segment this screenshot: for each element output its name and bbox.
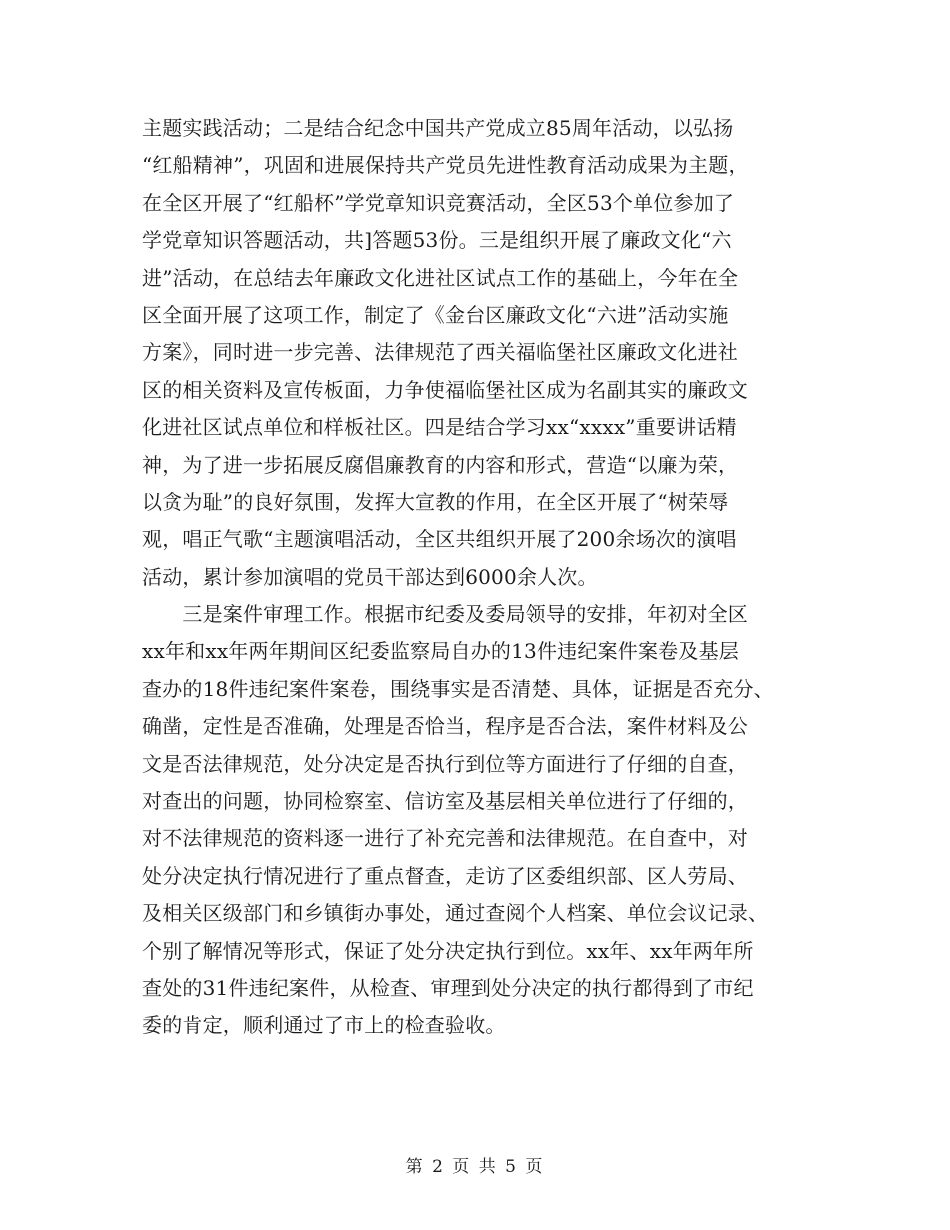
text-line: 方案》，同时进一步完善、法律规范了西关福临堡社区廉政文化进社 xyxy=(142,340,738,365)
text-line: 个别了解情况等形式，保证了处分决定执行到位。xx年、xx年两年所 xyxy=(142,938,754,963)
document-body xyxy=(142,110,832,1045)
page-number-footer: 第 2 页 共 5 页 xyxy=(405,1157,545,1177)
text-line: 对不法律规范的资料逐一进行了补充完善和法律规范。在自查中，对 xyxy=(142,826,748,851)
text-line: 进”活动，在总结去年廉政文化进社区试点工作的基础上，今年在全 xyxy=(142,265,739,290)
text-line: 在全区开展了“红船杯”学党章知识竞赛活动，全区53个单位参加了 xyxy=(142,190,735,215)
text-line: 化进社区试点单位和样板社区。四是结合学习xx“xxxx”重要讲话精 xyxy=(142,415,737,440)
text-line: 委的肯定，顺利通过了市上的检查验收。 xyxy=(142,1013,506,1038)
text-line: 三是案件审理工作。根据市纪委及委局领导的安排，年初对全区 xyxy=(142,602,748,627)
text-line: 学党章知识答题活动，共]答题53份。三是组织开展了廉政文化“六 xyxy=(142,228,732,253)
text-line: “红船精神”，巩固和进展保持共产党员先进性教育活动成果为主题， xyxy=(142,153,749,178)
text-line: 对查出的问题，协同检察室、信访室及基层相关单位进行了仔细的， xyxy=(142,789,748,814)
text-line: 区全面开展了这项工作，制定了《金台区廉政文化“六进”活动实施 xyxy=(142,302,729,327)
text-line: 文是否法律规范，处分决定是否执行到位等方面进行了仔细的自查， xyxy=(142,751,748,776)
text-line: 及相关区级部门和乡镇街办事处，通过查阅个人档案、单位会议记录、 xyxy=(142,901,769,926)
text-line: 活动，累计参加演唱的党员干部达到6000余人次。 xyxy=(142,564,598,589)
text-line: 查办的18件违纪案件案卷，围绕事实是否清楚、具体，证据是否充分、 xyxy=(142,676,774,701)
text-line: 查处的31件违纪案件，从检查、审理到处分决定的执行都得到了市纪 xyxy=(142,975,754,1000)
text-line: xx年和xx年两年期间区纪委监察局自办的13件违纪案件案卷及基层 xyxy=(142,639,739,664)
text-line: 主题实践活动；二是结合纪念中国共产党成立85周年活动，以弘扬 xyxy=(142,116,734,140)
text-line: 观，唱正气歌“主题演唱活动，全区共组织开展了200余场次的演唱 xyxy=(142,527,737,552)
text-line: 区的相关资料及宣传板面，力争使福临堡社区成为名副其实的廉政文 xyxy=(142,377,748,402)
text-line: 神，为了进一步拓展反腐倡廉教育的内容和形式，营造“以廉为荣， xyxy=(142,452,739,477)
text-line: 以贪为耻”的良好氛围，发挥大宣教的作用，在全区开展了“树荣辱 xyxy=(142,489,729,514)
text-line: 确凿，定性是否准确，处理是否恰当，程序是否合法，案件材料及公 xyxy=(142,714,748,739)
text-line: 处分决定执行情况进行了重点督查，走访了区委组织部、区人劳局、 xyxy=(142,863,748,888)
